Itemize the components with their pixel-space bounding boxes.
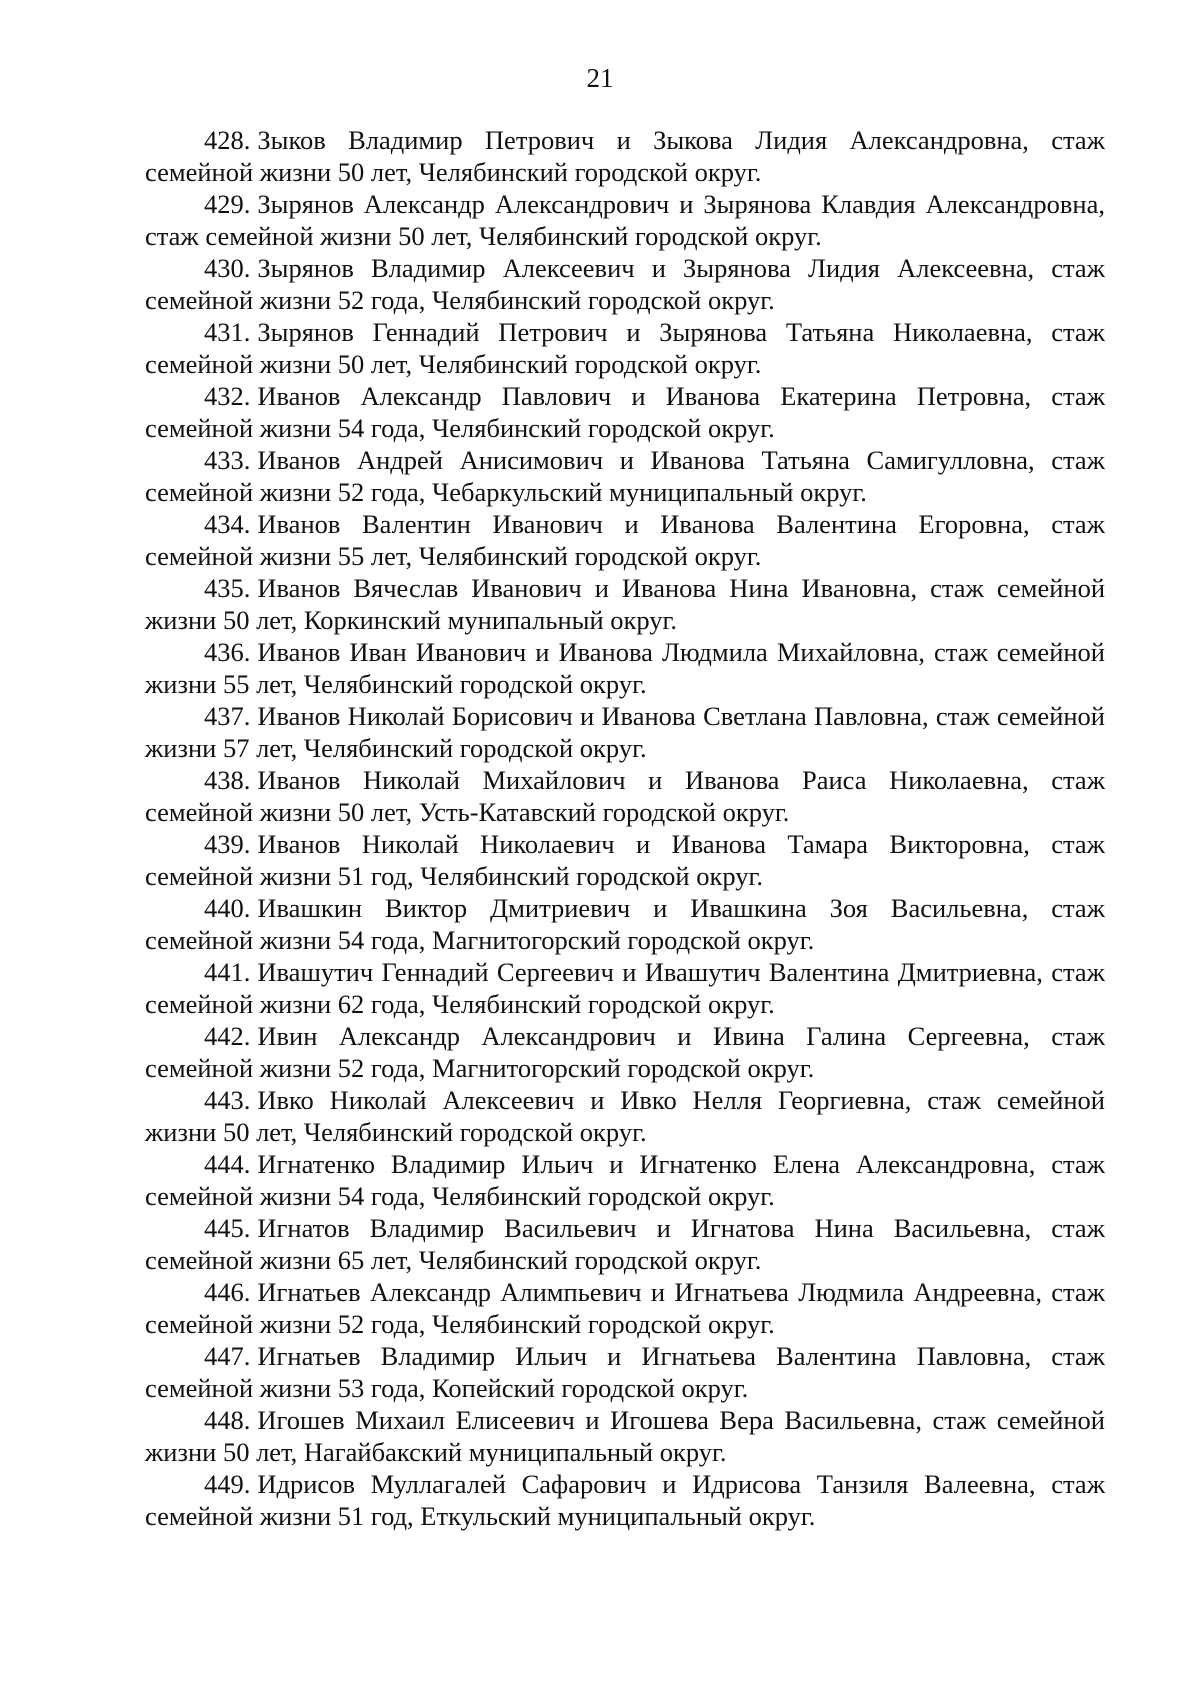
list-item [145,764,1105,828]
list-item [145,1340,1105,1404]
entry-text: Зырянов Владимир Алексеевич и Зырянова Лидия Алексеевна, стаж семейной жизни 52 года, Челябинский городской округ. [145,253,1105,315]
entry-number: 449. [204,1469,251,1499]
list-item [145,444,1105,508]
entry-text: Иванов Николай Михайлович и Иванова Раиса Николаевна, стаж семейной жизни 50 лет, Усть-Катавский городской округ. [145,765,1105,827]
list-item [145,1276,1105,1340]
list-item [145,316,1105,380]
list-item [145,252,1105,316]
list-item [145,1212,1105,1276]
entry-text: Иванов Вячеслав Иванович и Иванова Нина Ивановна, стаж семейной жизни 50 лет, Коркинский мунипальный округ. [145,573,1105,635]
entry-number: 439. [204,829,251,859]
entry-number: 444. [204,1149,251,1179]
entry-number: 428. [204,125,251,155]
entry-text: Иванов Валентин Иванович и Иванова Валентина Егоровна, стаж семейной жизни 55 лет, Челябинский городской округ. [145,509,1105,571]
entry-text: Иванов Николай Борисович и Иванова Светлана Павловна, стаж семейной жизни 57 лет, Челябинский городской округ. [145,701,1105,763]
list-item [145,572,1105,636]
entry-text: Игнатьев Александр Алимпьевич и Игнатьева Людмила Андреевна, стаж семейной жизни 52 года, Челябинский городской округ. [145,1277,1105,1339]
entry-number: 436. [204,637,251,667]
entry-text: Игнатьев Владимир Ильич и Игнатьева Валентина Павловна, стаж семейной жизни 53 года, Копейский городской округ. [145,1341,1105,1403]
entry-text: Иванов Николай Николаевич и Иванова Тамара Викторовна, стаж семейной жизни 51 год, Челябинский городской округ. [145,829,1105,891]
list-item [145,508,1105,572]
entry-text: Иванов Иван Иванович и Иванова Людмила Михайловна, стаж семейной жизни 55 лет, Челябинский городской округ. [145,637,1105,699]
entry-number: 440. [204,893,251,923]
entry-text: Игнатов Владимир Васильевич и Игнатова Нина Васильевна, стаж семейной жизни 65 лет, Челябинский городской округ. [145,1213,1105,1275]
list-item [145,1148,1105,1212]
entry-text: Ивин Александр Александрович и Ивина Галина Сергеевна, стаж семейной жизни 52 года, Магнитогорский городской округ. [145,1021,1105,1083]
list-item [145,188,1105,252]
entry-number: 448. [204,1405,251,1435]
entry-number: 445. [204,1213,251,1243]
entry-number: 447. [204,1341,251,1371]
entry-number: 433. [204,445,251,475]
entry-number: 430. [204,253,251,283]
list-item [145,1020,1105,1084]
entry-number: 443. [204,1085,251,1115]
entry-number: 446. [204,1277,251,1307]
entry-number: 429. [204,189,251,219]
list-item [145,124,1105,188]
entry-number: 438. [204,765,251,795]
entry-text: Ивашутич Геннадий Сергеевич и Ивашутич Валентина Дмитриевна, стаж семейной жизни 62 года, Челябинский городской округ. [145,957,1105,1019]
list-item [145,1084,1105,1148]
list-item [145,636,1105,700]
list-item [145,1468,1105,1532]
list-item [145,700,1105,764]
entry-number: 432. [204,381,251,411]
list-item [145,380,1105,444]
entry-text: Зырянов Александр Александрович и Зырянова Клавдия Александровна, стаж семейной жизни 50 лет, Челябинский городской округ. [145,189,1105,251]
entries-list [145,124,1105,1532]
list-item [145,956,1105,1020]
entry-text: Ивко Николай Алексеевич и Ивко Нелля Георгиевна, стаж семейной жизни 50 лет, Челябинский городской округ. [145,1085,1105,1147]
entry-number: 435. [204,573,251,603]
list-item [145,892,1105,956]
entry-number: 431. [204,317,251,347]
list-item [145,828,1105,892]
entry-text: Идрисов Муллагалей Сафарович и Идрисова Танзиля Валеевна, стаж семейной жизни 51 год, Еткульский муниципальный округ. [145,1469,1105,1531]
entry-number: 441. [204,957,251,987]
entry-text: Иванов Андрей Анисимович и Иванова Татьяна Самигулловна, стаж семейной жизни 52 года, Чебаркульский муниципальный округ. [145,445,1105,507]
entry-text: Игнатенко Владимир Ильич и Игнатенко Елена Александровна, стаж семейной жизни 54 года, Челябинский городской округ. [145,1149,1105,1211]
entry-text: Игошев Михаил Елисеевич и Игошева Вера Васильевна, стаж семейной жизни 50 лет, Нагайбакский муниципальный округ. [145,1405,1105,1467]
entry-text: Зырянов Геннадий Петрович и Зырянова Татьяна Николаевна, стаж семейной жизни 50 лет, Челябинский городской округ. [145,317,1105,379]
entry-text: Иванов Александр Павлович и Иванова Екатерина Петровна, стаж семейной жизни 54 года, Челябинский городской округ. [145,381,1105,443]
entry-text: Зыков Владимир Петрович и Зыкова Лидия Александровна, стаж семейной жизни 50 лет, Челябинский городской округ. [145,125,1105,187]
page-number: 21 [586,63,614,93]
list-item [145,1404,1105,1468]
entry-number: 437. [204,701,251,731]
entry-number: 434. [204,509,251,539]
entry-number: 442. [204,1021,251,1051]
entry-text: Ивашкин Виктор Дмитриевич и Ивашкина Зоя Васильевна, стаж семейной жизни 54 года, Магнитогорский городской округ. [145,893,1105,955]
